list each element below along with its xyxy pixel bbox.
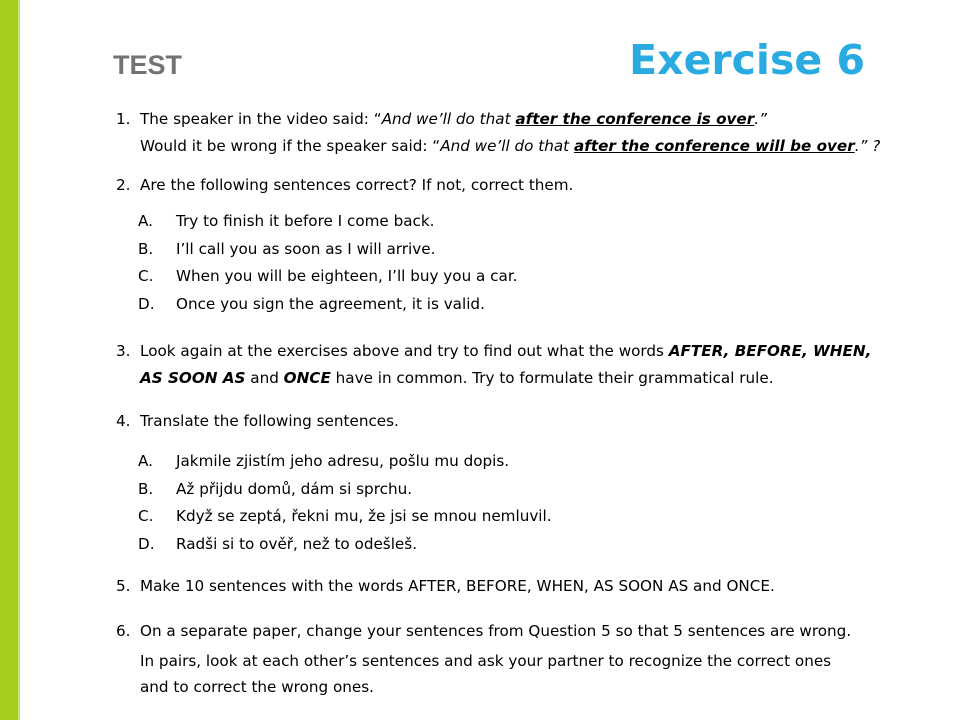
left-accent-bar [0, 0, 18, 720]
question-number: 5. [116, 577, 131, 595]
underlined-phrase: after the conference is over [515, 110, 755, 128]
question-text: Translate the following sentences. [140, 412, 399, 430]
question-number: 2. [116, 176, 131, 194]
question-number: 3. [116, 342, 131, 360]
question-6-line-1: On a separate paper, change your sentences from Question 5 so that 5 sentences are wrong. [140, 622, 852, 640]
question-6-line-2: In pairs, look at each other’s sentences and ask your partner to recognize the correct ones [140, 652, 832, 670]
question-number: 6. [116, 622, 131, 640]
underlined-phrase: after the conference will be over [573, 137, 855, 155]
question-1-line-1: The speaker in the video said: “And we’ll do that after the conference is over.” [140, 110, 767, 128]
question-3-line-1: Look again at the exercises above and try to find out what the words AFTER, BEFORE, WHEN, [140, 342, 872, 360]
question-6-line-3: and to correct the wrong ones. [140, 678, 374, 696]
question-number: 1. [116, 110, 131, 128]
test-label: TEST [113, 50, 183, 80]
question-3-line-2: AS SOON AS and ONCE have in common. Try to formulate their grammatical rule. [140, 369, 774, 387]
question-text: Make 10 sentences with the words AFTER, BEFORE, WHEN, AS SOON AS and ONCE. [140, 577, 775, 595]
page-title: Exercise 6 [629, 36, 865, 84]
question-1-line-2: Would it be wrong if the speaker said: “And we’ll do that after the conference will be over.” ? [140, 137, 881, 155]
question-number: 4. [116, 412, 131, 430]
question-text: Are the following sentences correct? If not, correct them. [140, 176, 574, 194]
left-accent-edge [18, 0, 20, 720]
